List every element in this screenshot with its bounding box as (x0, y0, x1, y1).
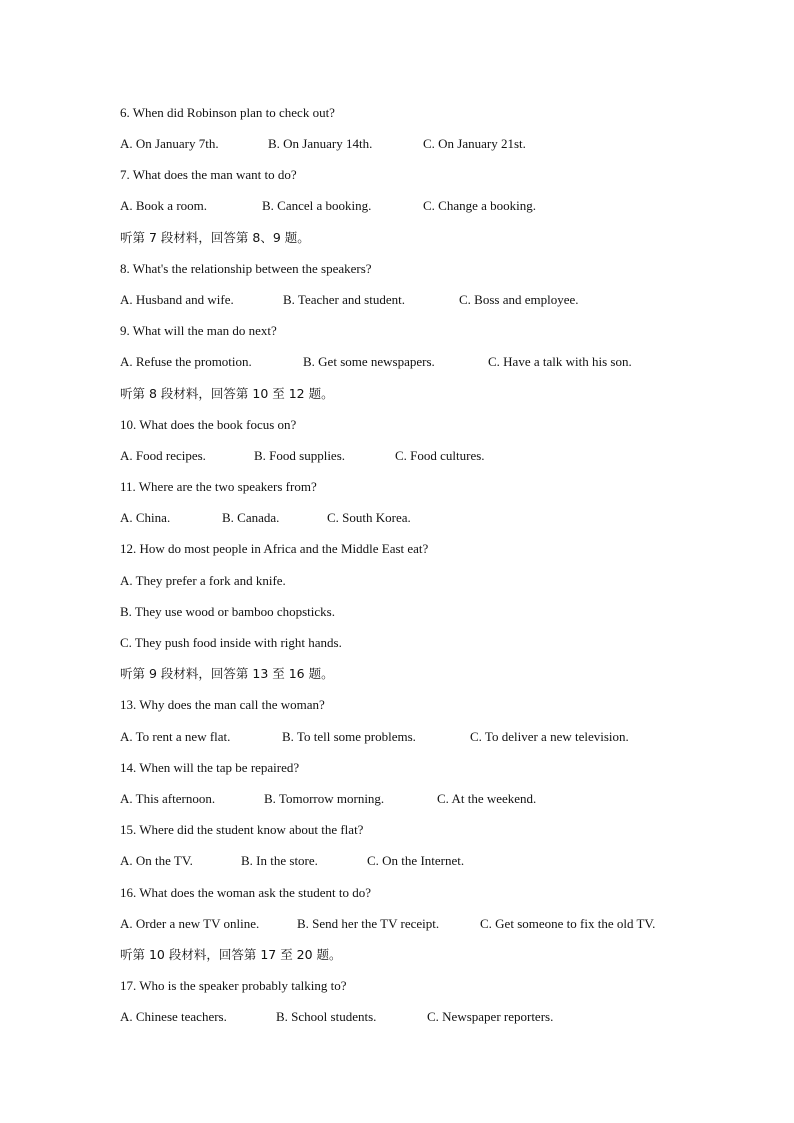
option-a: A. Book a room. (120, 198, 208, 213)
question-6: 6. When did Robinson plan to check out? (120, 105, 335, 120)
question-16: 16. What does the woman ask the student to do? (120, 885, 372, 900)
option-c: C. Change a booking. (423, 198, 537, 213)
option-b: B. To tell some problems. (282, 729, 416, 744)
question-17: 17. Who is the speaker probably talking to? (120, 978, 347, 993)
option-a: A. Refuse the promotion. (120, 354, 252, 369)
section-heading-9: 听第 9 段材料，回答第 13 至 16 题。 (120, 666, 334, 681)
option-b: B. Teacher and student. (283, 292, 405, 307)
option-b: B. Canada. (222, 510, 280, 525)
option-b: B. Cancel a booking. (262, 198, 372, 213)
option-a: A. On January 7th. (120, 136, 219, 151)
question-10: 10. What does the book focus on? (120, 417, 297, 432)
question-8: 8. What's the relationship between the speakers? (120, 261, 372, 276)
question-9: 9. What will the man do next? (120, 323, 277, 338)
option-a: A. This afternoon. (120, 791, 216, 806)
option-b: B. Get some newspapers. (303, 354, 435, 369)
option-c: C. At the weekend. (437, 791, 537, 806)
option-a: A. Chinese teachers. (120, 1009, 227, 1024)
option-12-c: C. They push food inside with right hands. (120, 635, 342, 650)
option-b: B. In the store. (241, 853, 318, 868)
option-12-b: B. They use wood or bamboo chopsticks. (120, 604, 335, 619)
option-a: A. Husband and wife. (120, 292, 234, 307)
option-a: A. China. (120, 510, 171, 525)
section-heading-7: 听第 7 段材料，回答第 8、9 题。 (120, 230, 310, 245)
option-a: A. Order a new TV online. (120, 916, 260, 931)
option-c: C. Newspaper reporters. (427, 1009, 554, 1024)
option-c: C. Get someone to fix the old TV. (480, 916, 656, 931)
option-b: B. Food supplies. (254, 448, 346, 463)
option-c: C. To deliver a new television. (470, 729, 629, 744)
question-14: 14. When will the tap be repaired? (120, 760, 300, 775)
question-15: 15. Where did the student know about the flat? (120, 822, 364, 837)
section-heading-10: 听第 10 段材料，回答第 17 至 20 题。 (120, 947, 342, 962)
question-12: 12. How do most people in Africa and the Middle East eat? (120, 541, 429, 556)
option-b: B. School students. (276, 1009, 377, 1024)
question-13: 13. Why does the man call the woman? (120, 697, 325, 712)
section-heading-8: 听第 8 段材料，回答第 10 至 12 题。 (120, 386, 334, 401)
option-12-a: A. They prefer a fork and knife. (120, 573, 286, 588)
option-b: B. Tomorrow morning. (264, 791, 385, 806)
option-a: A. On the TV. (120, 853, 193, 868)
option-c: C. South Korea. (327, 510, 411, 525)
option-c: C. Boss and employee. (459, 292, 579, 307)
option-c: C. On the Internet. (367, 853, 465, 868)
option-c: C. Have a talk with his son. (488, 354, 632, 369)
question-7: 7. What does the man want to do? (120, 167, 297, 182)
option-c: C. Food cultures. (395, 448, 485, 463)
option-a: A. Food recipes. (120, 448, 206, 463)
option-b: B. On January 14th. (268, 136, 373, 151)
question-11: 11. Where are the two speakers from? (120, 479, 317, 494)
option-a: A. To rent a new flat. (120, 729, 231, 744)
option-b: B. Send her the TV receipt. (297, 916, 440, 931)
option-c: C. On January 21st. (423, 136, 526, 151)
